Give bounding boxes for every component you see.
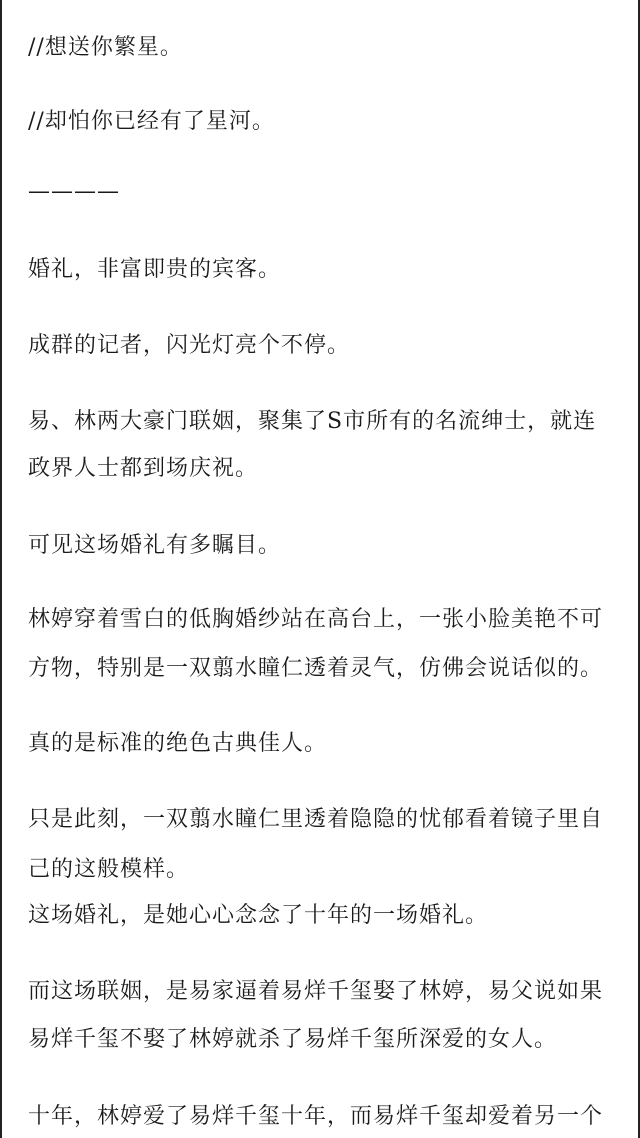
paragraph-line: 易烊千玺不娶了林婷就杀了易烊千玺所深爱的女人。 xyxy=(28,1027,558,1052)
paragraph-line: 婚礼，非富即贵的宾客。 xyxy=(28,257,282,282)
paragraph-line: 己的这般模样。 xyxy=(28,857,190,882)
paragraph-line: 林婷穿着雪白的低胸婚纱站在高台上，一张小脸美艳不可 xyxy=(28,607,604,632)
epigraph-line-1: //想送你繁星。 xyxy=(28,35,183,60)
epigraph-line-2: //却怕你已经有了星河。 xyxy=(28,109,275,134)
paragraph-line: 可见这场婚礼有多瞩目。 xyxy=(28,533,282,558)
paragraph-line: 方物，特别是一双翦水瞳仁透着灵气，仿佛会说话似的。 xyxy=(28,656,604,681)
paragraph-line: 成群的记者，闪光灯亮个不停。 xyxy=(28,333,351,358)
paragraph-line: 政界人士都到场庆祝。 xyxy=(28,456,259,481)
paragraph-line: 只是此刻，一双翦水瞳仁里透着隐隐的忧郁看着镜子里自 xyxy=(28,807,604,832)
paragraph-line: 这场婚礼，是她心心念念了十年的一场婚礼。 xyxy=(28,903,489,928)
paragraph-line: 易、林两大豪门联姻，聚集了S市所有的名流绅士，就连 xyxy=(28,409,597,434)
paragraph-line: 而这场联姻，是易家逼着易烊千玺娶了林婷，易父说如果 xyxy=(28,979,604,1004)
paragraph-line: 十年，林婷爱了易烊千玺十年，而易烊千玺却爱着另一个 xyxy=(28,1104,604,1129)
section-divider: ———— xyxy=(28,179,120,204)
paragraph-line: 真的是标准的绝色古典佳人。 xyxy=(28,731,328,756)
